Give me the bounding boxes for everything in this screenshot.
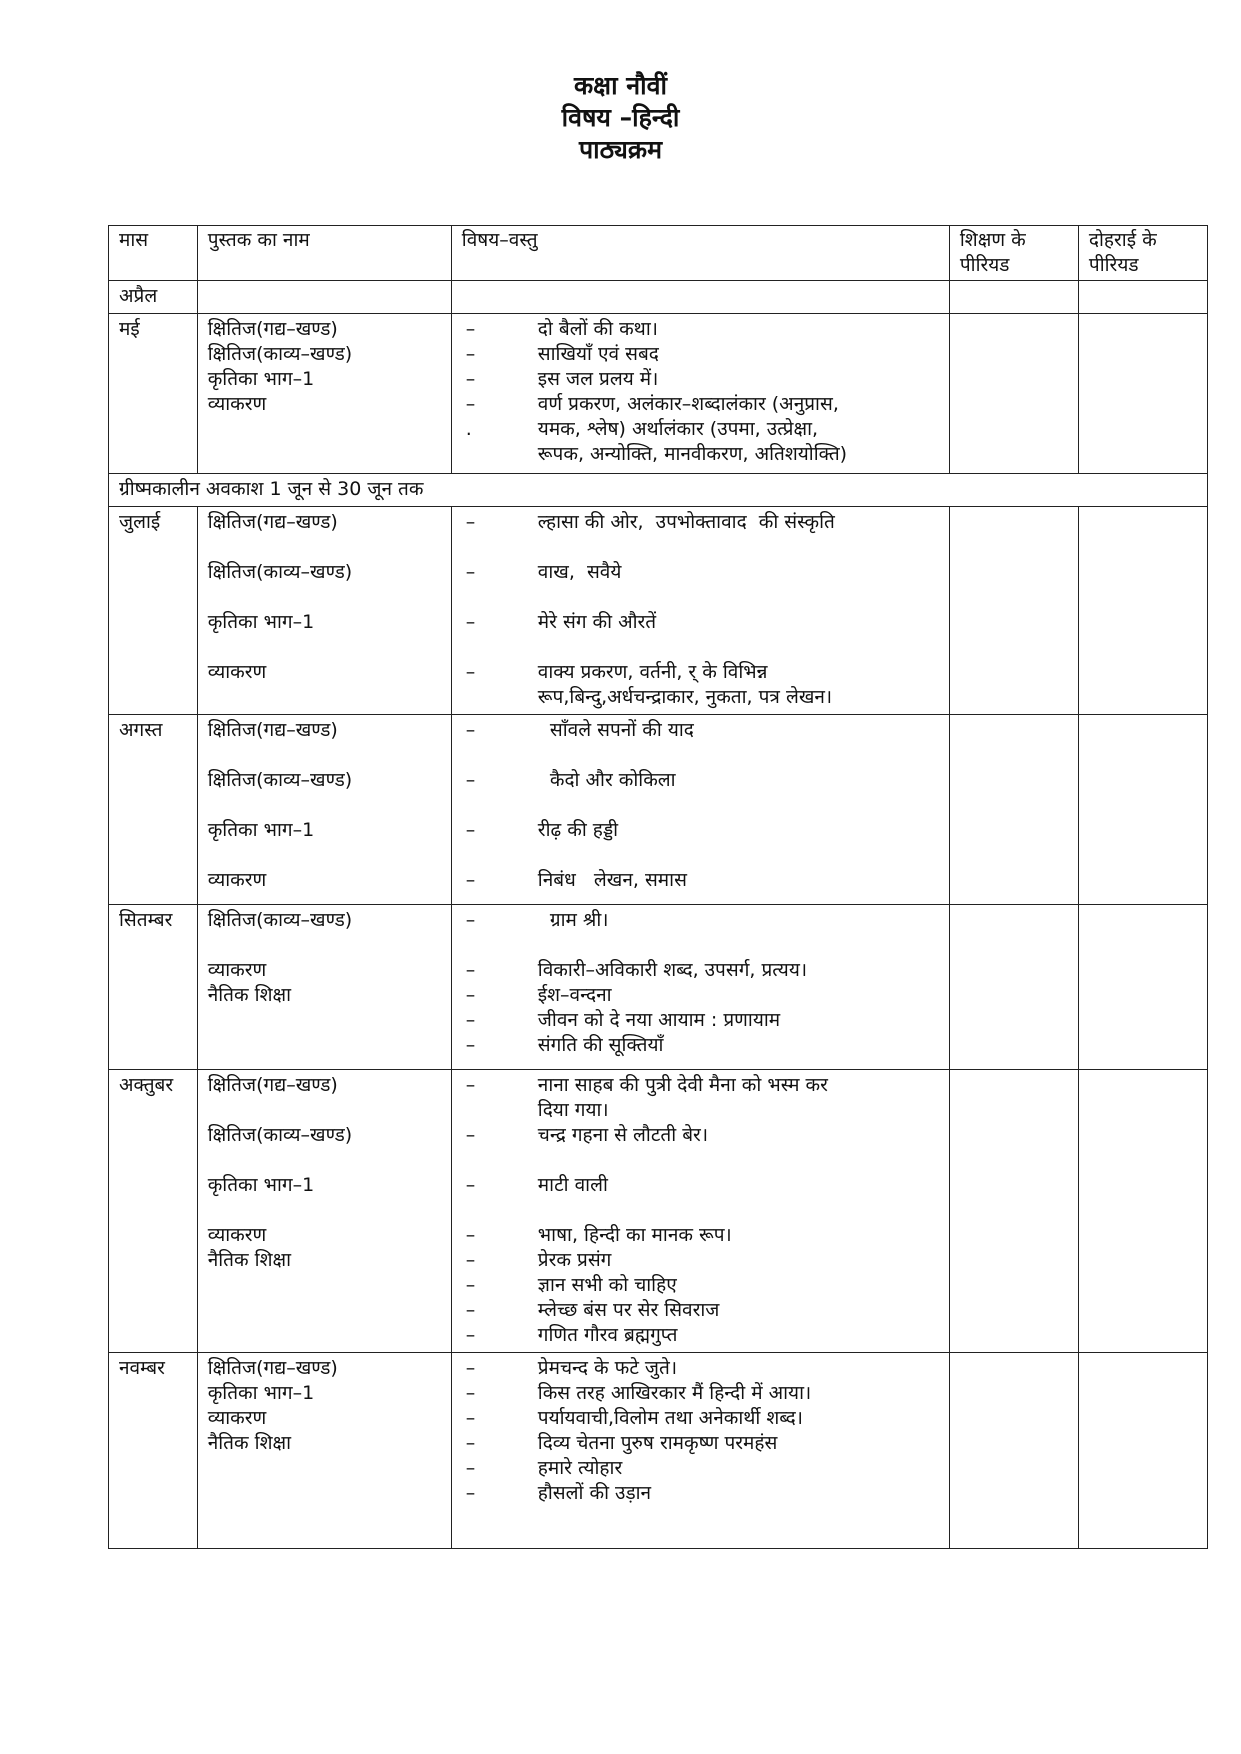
content-text [538,635,939,660]
teaching-periods-cell [949,1353,1078,1549]
month-cell: नवम्बर [109,1353,198,1549]
bullet-dash [462,635,538,660]
revision-periods-cell [1078,715,1207,905]
book-name [208,535,441,560]
book-name [208,1148,441,1173]
month-cell: अप्रैल [109,281,198,314]
content-item [462,958,939,983]
vacation-row [109,474,1208,507]
book-name: क्षितिज(काव्य–खण्ड) [207,909,353,931]
content-text: कैदो और कोकिला [537,769,676,791]
bullet-dash [462,933,538,958]
content-item [462,535,939,560]
bullet-dash: – [465,393,476,415]
content-text: दिव्य चेतना पुरुष रामकृष्ण परमहंस [537,1432,778,1454]
syllabus-title: पाठ्यक्रम [578,135,663,164]
bullet-dash: – [465,1457,476,1479]
content-text: म्लेच्छ बंस पर सेर सिवराज [537,1299,720,1321]
bullet-dash: – [465,368,476,390]
book-name [208,793,441,818]
revision-periods-cell [1078,507,1207,715]
content-text: भाषा, हिन्दी का मानक रूप। [537,1224,732,1246]
bullet-dash: – [465,318,476,340]
bullet-dash [462,743,538,768]
content-item [462,743,939,768]
header-teaching-periods: शिक्षण के पीरियड [949,226,1078,281]
content-text [538,585,939,610]
subject-title: विषय –हिन्दी [561,103,680,132]
book-name: क्षितिज(गद्य–खण्ड) [207,719,338,741]
book-name: क्षितिज(काव्य–खण्ड) [207,769,353,791]
bullet-dash [462,535,538,560]
content-text: गणित गौरव ब्रह्मगुप्त [537,1324,678,1346]
content-item [462,317,939,342]
content-item [462,635,939,660]
content-cell [451,1353,949,1549]
book-name [208,1098,441,1123]
bullet-dash: – [465,1382,476,1404]
class-title: कक्षा नौवीं [573,71,668,100]
month-row [109,1353,1208,1549]
content-text: प्रेमचन्द के फटे जुते। [537,1357,678,1379]
book-name: कृतिका भाग–1 [207,1174,315,1196]
bullet-dash [462,1148,538,1173]
bullet-dash: – [465,1482,476,1504]
bullet-dash: – [465,1009,476,1031]
teaching-periods-cell [949,1070,1078,1353]
content-item [462,933,939,958]
book-name: क्षितिज(काव्य–खण्ड) [207,561,353,583]
content-item [462,560,939,585]
content-text: जीवन को दे नया आयाम : प्रणायाम [537,1009,781,1031]
content-item [462,1173,939,1198]
bullet-dash: – [465,1299,476,1321]
content-item [462,1431,939,1456]
content-item [462,610,939,635]
content-text: नाना साहब की पुत्री देवी मैना को भस्म कर [537,1074,828,1096]
content-cell [451,1070,949,1353]
month-row [109,507,1208,715]
content-item [462,417,939,442]
book-name [208,585,441,610]
book-name: क्षितिज(गद्य–खण्ड) [207,511,338,533]
book-cell [197,1070,451,1353]
book-cell [197,905,451,1070]
content-item [462,1356,939,1381]
bullet-dash [462,585,538,610]
content-item [462,1323,939,1348]
month-row [109,1070,1208,1353]
bullet-dash: – [465,1034,476,1056]
bullet-dash: – [465,1357,476,1379]
content-text: ग्राम श्री। [537,909,609,931]
content-item [462,367,939,392]
content-text: रूप,बिन्दु,अर्धचन्द्राकार, नुकता, पत्र लेखन। [537,686,833,708]
month-row [109,314,1208,474]
book-name: व्याकरण [207,1224,267,1246]
teaching-periods-cell [949,905,1078,1070]
content-item [462,1223,939,1248]
content-text: साखियाँ एवं सबद [537,343,659,365]
content-item [462,908,939,933]
bullet-dash: – [465,1174,476,1196]
bullet-dash: – [465,984,476,1006]
book-name: कृतिका भाग–1 [207,611,315,633]
content-text: चन्द्र गहना से लौटती बेर। [537,1124,709,1146]
bullet-dash [462,843,538,868]
revision-periods-cell [1078,905,1207,1070]
bullet-dash: . [465,418,472,440]
content-text [538,1148,939,1173]
content-text [538,743,939,768]
bullet-dash: – [465,1124,476,1146]
content-item [462,660,939,685]
header-revision-periods: दोहराई के पीरियड [1078,226,1207,281]
content-item [462,1123,939,1148]
content-text: रीढ़ की हड्डी [537,819,619,841]
bullet-dash: – [465,1274,476,1296]
content-text: ल्हासा की ओर, उपभोक्तावाद की संस्कृति [537,511,835,533]
content-item [462,1008,939,1033]
bullet-dash: – [465,561,476,583]
content-item [462,1406,939,1431]
content-cell [451,281,949,314]
bullet-dash [462,442,538,467]
teaching-periods-cell [949,507,1078,715]
content-text [538,933,939,958]
content-text: किस तरह आखिरकार मैं हिन्दी में आया। [537,1382,812,1404]
book-name: व्याकरण [207,1407,267,1429]
content-text [538,1198,939,1223]
content-cell [451,507,949,715]
month-cell: सितम्बर [109,905,198,1070]
book-name: व्याकरण [207,393,267,415]
content-item [462,983,939,1008]
content-text [538,843,939,868]
bullet-dash: – [465,909,476,931]
content-text [538,793,939,818]
book-name: नैतिक शिक्षा [207,984,292,1006]
book-name: क्षितिज(काव्य–खण्ड) [207,1124,353,1146]
bullet-dash: – [465,611,476,633]
content-item [462,1098,939,1123]
book-name: कृतिका भाग–1 [207,819,315,841]
content-text: हौसलों की उड़ान [537,1482,652,1504]
book-name: कृतिका भाग–1 [207,1382,315,1404]
bullet-dash: – [465,1249,476,1271]
content-item [462,510,939,535]
header-content: विषय–वस्तु [451,226,949,281]
content-item [462,685,939,710]
month-row [109,905,1208,1070]
content-item [462,442,939,467]
bullet-dash: – [465,769,476,791]
content-cell [451,905,949,1070]
book-name [208,635,441,660]
content-item [462,793,939,818]
syllabus-table [108,225,1208,1549]
teaching-periods-cell [949,715,1078,905]
content-text: वर्ण प्रकरण, अलंकार–शब्दालंकार (अनुप्रास, [537,393,839,415]
bullet-dash: – [465,869,476,891]
header-row [109,226,1208,281]
book-name: क्षितिज(गद्य–खण्ड) [207,1074,338,1096]
bullet-dash [462,1098,538,1123]
content-text: मेरे संग की औरतें [537,611,657,633]
content-text: पर्यायवाची,विलोम तथा अनेकार्थी शब्द। [537,1407,803,1429]
month-row [109,715,1208,905]
book-name: नैतिक शिक्षा [207,1249,292,1271]
book-cell [197,1353,451,1549]
bullet-dash: – [465,1324,476,1346]
document-title-block [0,70,1241,166]
bullet-dash: – [465,1074,476,1096]
revision-periods-cell [1078,314,1207,474]
book-name: क्षितिज(गद्य–खण्ड) [207,1357,338,1379]
content-item [462,1481,939,1506]
content-item [462,585,939,610]
content-text: निबंध लेखन, समास [537,869,687,891]
content-text: हमारे त्योहार [537,1457,623,1479]
content-item [462,818,939,843]
header-month: मास [109,226,198,281]
book-name [208,843,441,868]
revision-periods-cell [1078,1070,1207,1353]
book-cell [197,281,451,314]
book-name: कृतिका भाग–1 [207,368,315,390]
book-cell [197,314,451,474]
bullet-dash: – [465,343,476,365]
content-cell [451,314,949,474]
month-cell: अगस्त [109,715,198,905]
content-text: प्रेरक प्रसंग [537,1249,612,1271]
content-text: ईश–वन्दना [537,984,612,1006]
bullet-dash: – [465,719,476,741]
content-text: दो बैलों की कथा। [537,318,658,340]
content-item [462,718,939,743]
content-text: ज्ञान सभी को चाहिए [537,1274,677,1296]
revision-periods-cell [1078,281,1207,314]
content-item [462,1033,939,1058]
teaching-periods-cell [949,314,1078,474]
content-text: दिया गया। [537,1099,609,1121]
content-item [462,1381,939,1406]
content-cell [451,715,949,905]
book-name: नैतिक शिक्षा [207,1432,292,1454]
vacation-text: ग्रीष्मकालीन अवकाश 1 जून से 30 जून तक [109,474,1208,507]
content-text: विकारी–अविकारी शब्द, उपसर्ग, प्रत्यय। [537,959,808,981]
book-name: व्याकरण [207,959,267,981]
content-text: माटी वाली [537,1174,608,1196]
book-name [208,933,441,958]
content-item [462,843,939,868]
bullet-dash [462,1198,538,1223]
month-cell: अक्तुबर [109,1070,198,1353]
syllabus-body [109,281,1208,1549]
content-item [462,1298,939,1323]
book-cell [197,715,451,905]
bullet-dash: – [465,959,476,981]
content-item [462,1248,939,1273]
content-text: यमक, श्लेष) अर्थालंकार (उपमा, उत्प्रेक्षा, [537,418,819,440]
book-name: क्षितिज(गद्य–खण्ड) [207,318,338,340]
header-book: पुस्तक का नाम [197,226,451,281]
content-item [462,1073,939,1098]
content-item [462,342,939,367]
content-item [462,1456,939,1481]
bullet-dash: – [465,1407,476,1429]
book-name [208,743,441,768]
month-row [109,281,1208,314]
bullet-dash: – [465,511,476,533]
book-name: व्याकरण [207,661,267,683]
month-cell: जुलाई [109,507,198,715]
content-item [462,868,939,893]
content-item [462,768,939,793]
content-text: इस जल प्रलय में। [537,368,659,390]
bullet-dash: – [465,1224,476,1246]
bullet-dash: – [465,661,476,683]
content-item [462,1198,939,1223]
book-cell [197,507,451,715]
book-name: व्याकरण [207,869,267,891]
content-text: संगति की सूक्तियाँ [537,1034,664,1056]
content-text [538,535,939,560]
content-item [462,1273,939,1298]
content-text: वाक्य प्रकरण, वर्तनी, र् के विभिन्न [537,661,768,683]
book-name [208,1198,441,1223]
revision-periods-cell [1078,1353,1207,1549]
book-name: क्षितिज(काव्य–खण्ड) [207,343,353,365]
teaching-periods-cell [949,281,1078,314]
bullet-dash: – [465,819,476,841]
content-text: रूपक, अन्योक्ति, मानवीकरण, अतिशयोक्ति) [537,443,848,465]
bullet-dash [462,793,538,818]
content-item [462,392,939,417]
bullet-dash [462,685,538,710]
month-cell: मई [109,314,198,474]
content-text: वाख, सवैये [537,561,622,583]
content-text: साँवले सपनों की याद [537,719,694,741]
bullet-dash: – [465,1432,476,1454]
content-item [462,1148,939,1173]
